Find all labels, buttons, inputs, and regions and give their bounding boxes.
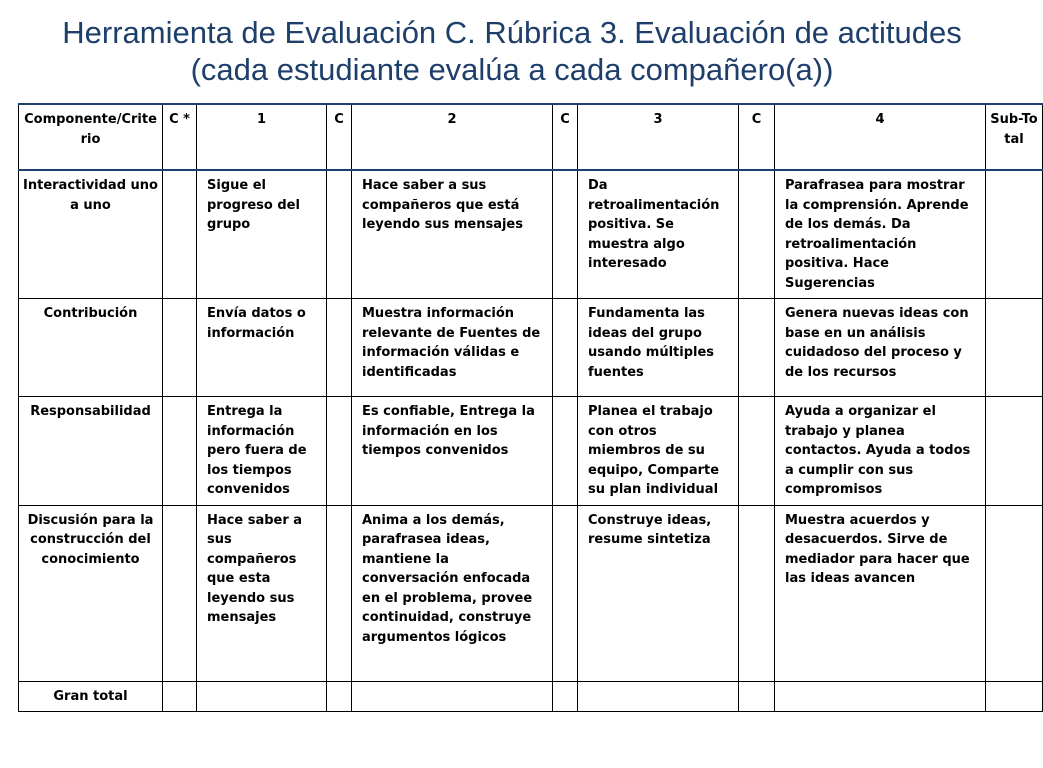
criterio-cell: Discusión para la construcción del conocimiento (19, 505, 163, 681)
subtotal-cell[interactable] (986, 505, 1043, 681)
table-header-row (19, 104, 1043, 170)
header-level-2: 2 (352, 104, 553, 170)
title-line-2: (cada estudiante evalúa a cada compañero(a)) (190, 52, 834, 87)
total-row (19, 681, 1043, 712)
total-cell[interactable] (553, 681, 578, 712)
score-cell[interactable] (327, 505, 352, 681)
level-2-cell: Es confiable, Entrega la información en los tiempos convenidos (352, 397, 553, 506)
score-cell[interactable] (327, 299, 352, 397)
total-cell[interactable] (352, 681, 553, 712)
level-4-cell: Ayuda a organizar el trabajo y planea contactos. Ayuda a todos a cumplir con sus compromisos (775, 397, 986, 506)
level-4-cell: Parafrasea para mostrar la comprensión. Aprende de los demás. Da retroalimentación positiva. Hace Sugerencias (775, 170, 986, 299)
subtotal-cell[interactable] (986, 397, 1043, 506)
total-cell[interactable] (775, 681, 986, 712)
header-subtotal: Sub-Total (986, 104, 1043, 170)
level-3-cell: Fundamenta las ideas del grupo usando múltiples fuentes (578, 299, 739, 397)
total-cell[interactable] (739, 681, 775, 712)
table-row (19, 397, 1043, 506)
header-level-4: 4 (775, 104, 986, 170)
header-c-2: C (553, 104, 578, 170)
table-row (19, 170, 1043, 299)
total-cell[interactable] (327, 681, 352, 712)
header-c-star: C * (163, 104, 197, 170)
level-3-cell: Construye ideas, resume sintetiza (578, 505, 739, 681)
header-c-3: C (739, 104, 775, 170)
title-line-1: Herramienta de Evaluación C. Rúbrica 3. Evaluación de actitudes (62, 15, 962, 50)
total-cell[interactable] (163, 681, 197, 712)
score-cell[interactable] (739, 505, 775, 681)
score-cell[interactable] (739, 397, 775, 506)
score-cell[interactable] (739, 170, 775, 299)
header-level-1: 1 (197, 104, 327, 170)
level-4-cell: Muestra acuerdos y desacuerdos. Sirve de mediador para hacer que las ideas avancen (775, 505, 986, 681)
rubric-table (18, 103, 1043, 712)
score-cell[interactable] (553, 397, 578, 506)
criterio-cell: Contribución (19, 299, 163, 397)
score-cell[interactable] (163, 397, 197, 506)
score-cell[interactable] (327, 397, 352, 506)
score-cell[interactable] (553, 505, 578, 681)
level-2-cell: Muestra información relevante de Fuentes de información válidas e identificadas (352, 299, 553, 397)
level-1-cell: Entrega la información pero fuera de los tiempos convenidos (197, 397, 327, 506)
level-2-cell: Anima a los demás, parafrasea ideas, mantiene la conversación enfocada en el problema, provee continuidad, construye argumentos lógicos (352, 505, 553, 681)
score-cell[interactable] (163, 505, 197, 681)
level-3-cell: Planea el trabajo con otros miembros de su equipo, Comparte su plan individual (578, 397, 739, 506)
level-1-cell: Sigue el progreso del grupo (197, 170, 327, 299)
score-cell[interactable] (739, 299, 775, 397)
level-1-cell: Hace saber a sus compañeros que esta leyendo sus mensajes (197, 505, 327, 681)
level-4-cell: Genera nuevas ideas con base en un análisis cuidadoso del proceso y de los recursos (775, 299, 986, 397)
grand-total-cell[interactable] (986, 681, 1043, 712)
subtotal-cell[interactable] (986, 299, 1043, 397)
score-cell[interactable] (553, 299, 578, 397)
gran-total-label: Gran total (19, 681, 163, 712)
header-level-3: 3 (578, 104, 739, 170)
score-cell[interactable] (163, 299, 197, 397)
subtotal-cell[interactable] (986, 170, 1043, 299)
level-1-cell: Envía datos o información (197, 299, 327, 397)
criterio-cell: Responsabilidad (19, 397, 163, 506)
criterio-cell: Interactividad uno a uno (19, 170, 163, 299)
header-c-1: C (327, 104, 352, 170)
score-cell[interactable] (553, 170, 578, 299)
score-cell[interactable] (327, 170, 352, 299)
level-2-cell: Hace saber a sus compañeros que está leyendo sus mensajes (352, 170, 553, 299)
table-row (19, 299, 1043, 397)
score-cell[interactable] (163, 170, 197, 299)
total-cell[interactable] (197, 681, 327, 712)
table-row (19, 505, 1043, 681)
header-componente: Componente/Criterio (19, 104, 163, 170)
level-3-cell: Da retroalimentación positiva. Se muestra algo interesado (578, 170, 739, 299)
page-title (0, 14, 1024, 88)
total-cell[interactable] (578, 681, 739, 712)
